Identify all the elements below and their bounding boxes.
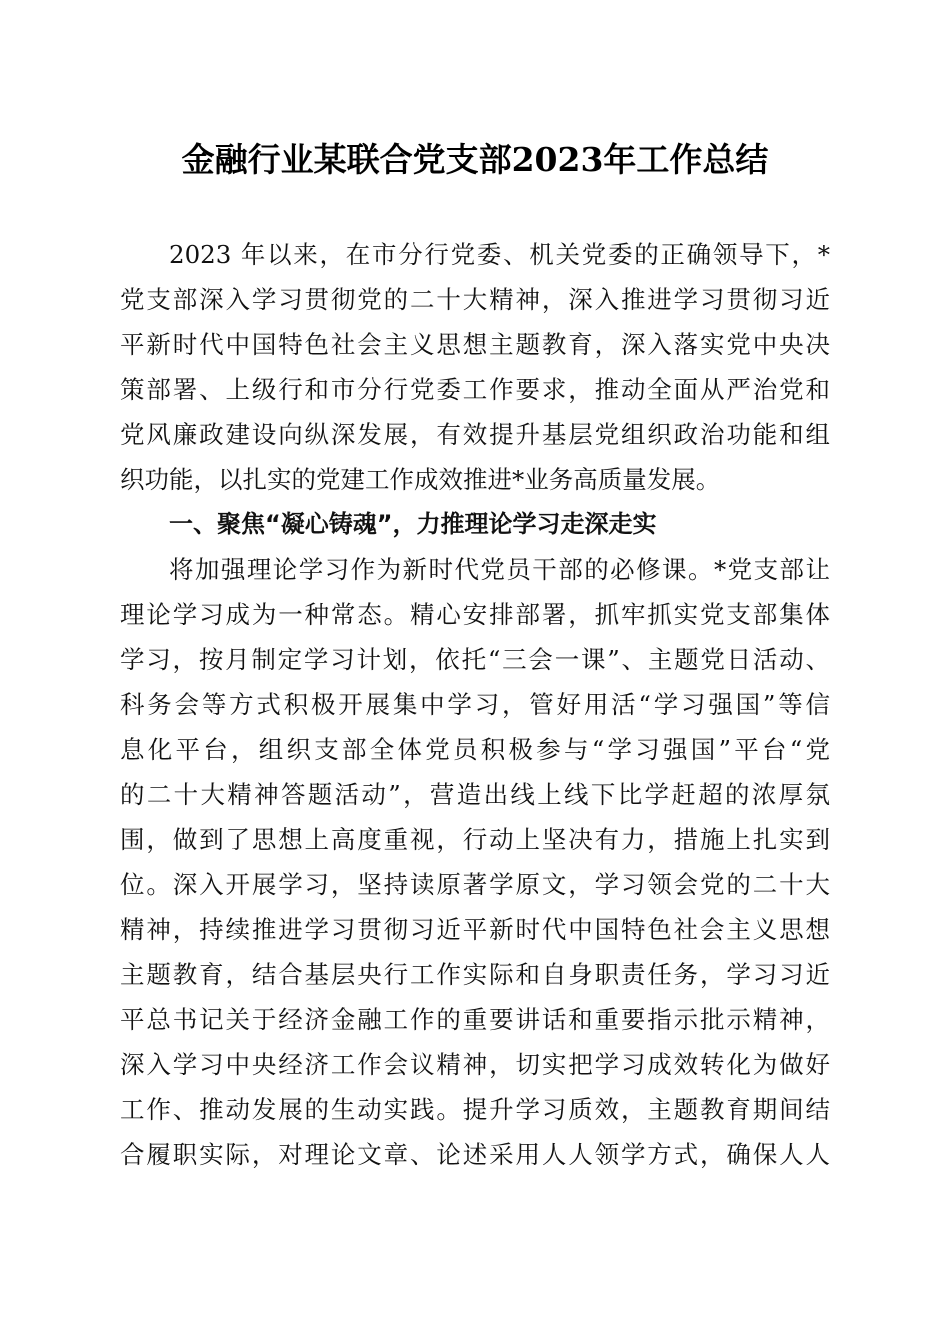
text-line: 围，做到了思想上高度重视，行动上坚决有力，措施上扎实到 xyxy=(120,825,830,854)
text-line: 学习，按月制定学习计划，依托“三会一课”、主题党日活动、 xyxy=(120,645,830,674)
text-line: 的二十大精神答题活动”，营造出线上线下比学赶超的浓厚氛 xyxy=(120,780,830,809)
text-line: 党支部深入学习贯彻党的二十大精神，深入推进学习贯彻习近 xyxy=(120,285,830,314)
text-line: 科务会等方式积极开展集中学习，管好用活“学习强国”等信 xyxy=(120,690,830,719)
text-line: 将加强理论学习作为新时代党员干部的必修课。*党支部让 xyxy=(169,555,830,584)
document-body xyxy=(120,232,830,1177)
section-heading: 一、聚焦“凝心铸魂”，力推理论学习走深走实 xyxy=(169,510,657,538)
text-line: 平总书记关于经济金融工作的重要讲话和重要指示批示精神， xyxy=(120,1005,830,1034)
paragraph-intro xyxy=(120,232,830,502)
text-line: 深入学习中央经济工作会议精神，切实把学习成效转化为做好 xyxy=(120,1050,830,1079)
paragraph-section1 xyxy=(120,547,830,1177)
text-line: 精神，持续推进学习贯彻习近平新时代中国特色社会主义思想 xyxy=(120,915,830,944)
text-line: 理论学习成为一种常态。精心安排部署，抓牢抓实党支部集体 xyxy=(120,600,830,629)
document-title: 金融行业某联合党支部2023年工作总结 xyxy=(181,140,769,179)
text-line: 主题教育，结合基层央行工作实际和自身职责任务，学习习近 xyxy=(120,960,830,989)
text-line: 合履职实际，对理论文章、论述采用人人领学方式，确保人人 xyxy=(120,1140,830,1169)
text-line: 2023 年以来，在市分行党委、机关党委的正确领导下，* xyxy=(169,240,830,269)
text-line: 位。深入开展学习，坚持读原著学原文，学习领会党的二十大 xyxy=(120,870,830,899)
text-line: 工作、推动发展的生动实践。提升学习质效，主题教育期间结 xyxy=(120,1095,830,1124)
text-line: 党风廉政建设向纵深发展，有效提升基层党组织政治功能和组 xyxy=(120,420,830,449)
text-line: 织功能，以扎实的党建工作成效推进*业务高质量发展。 xyxy=(120,465,721,494)
text-line: 息化平台，组织支部全体党员积极参与“学习强国”平台“党 xyxy=(120,735,830,764)
text-line: 策部署、上级行和市分行党委工作要求，推动全面从严治党和 xyxy=(120,375,830,404)
text-line: 平新时代中国特色社会主义思想主题教育，深入落实党中央决 xyxy=(120,330,830,359)
